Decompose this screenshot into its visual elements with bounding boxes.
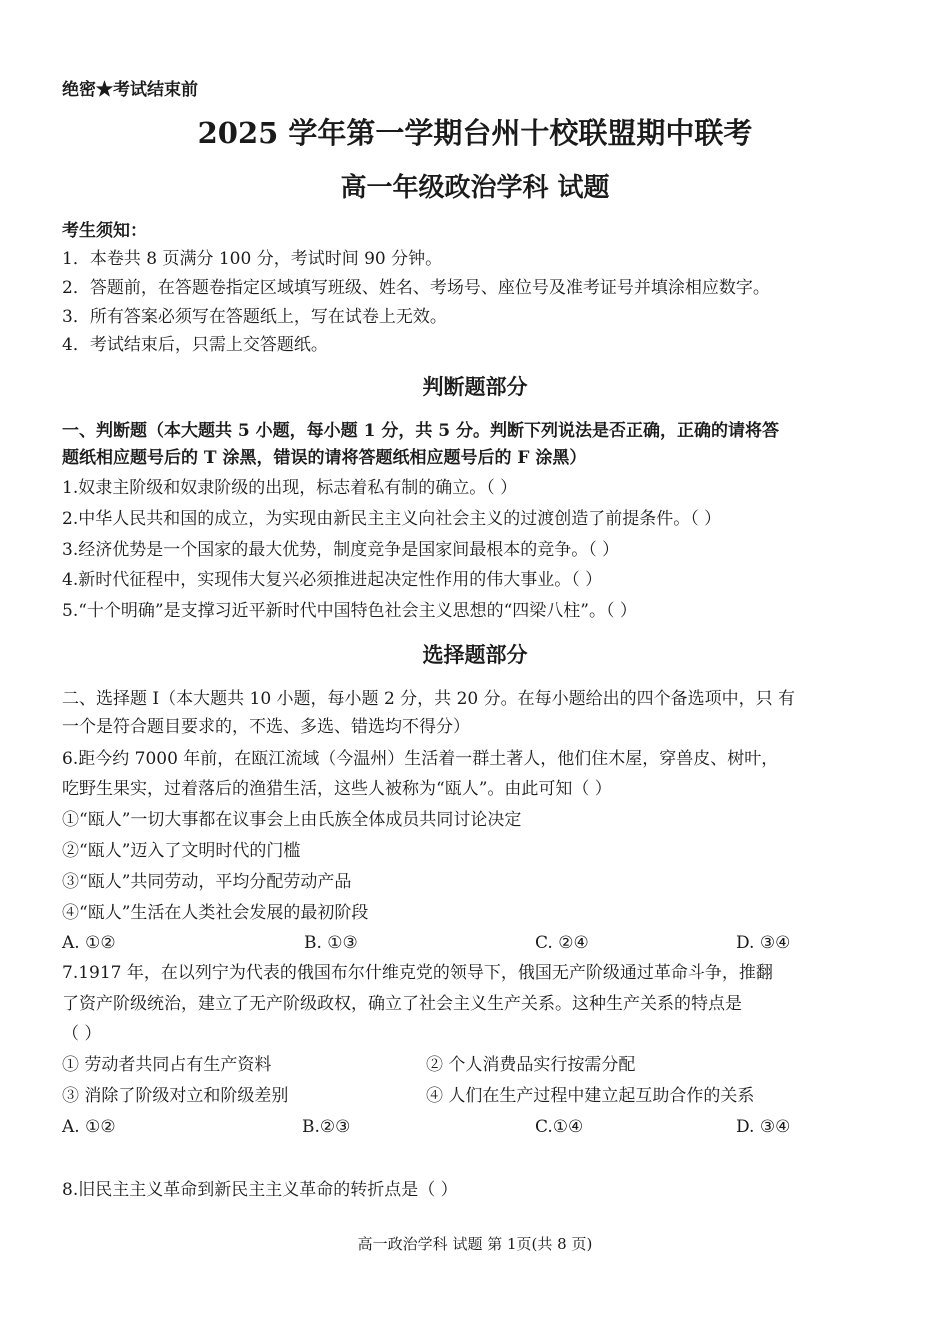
- confidential-mark: 绝密★考试结束前: [62, 80, 198, 100]
- question-7-statement: ④ 人们在生产过程中建立起互助合作的关系: [426, 1086, 755, 1106]
- choice-instruction: 二、选择题 I（本大题共 10 小题，每小题 2 分，共 20 分。在每小题给出的四个备选项中，只 有: [62, 689, 796, 709]
- question-7-statement: ① 劳动者共同占有生产资料: [62, 1055, 272, 1075]
- question-7-option-c: C.①④: [535, 1117, 584, 1137]
- judge-instruction: 一、判断题（本大题共 5 小题，每小题 1 分，共 5 分。判断下列说法是否正确，正确的请将答: [62, 421, 779, 441]
- question-7-option-d: D. ③④: [736, 1117, 791, 1137]
- question-7-stem: 了资产阶级统治，建立了无产阶级政权，确立了社会主义生产关系。这种生产关系的特点是: [62, 994, 742, 1014]
- judge-instruction: 题纸相应题号后的 T 涂黑，错误的请将答题纸相应题号后的 F 涂黑）: [62, 448, 587, 468]
- question-8-stem: 8.旧民主主义革命到新民主主义革命的转折点是（ ）: [62, 1180, 458, 1200]
- question-6-statement: ②“瓯人”迈入了文明时代的门槛: [62, 841, 301, 861]
- question-7-option-b: B.②③: [302, 1117, 351, 1137]
- question-7-option-a: A. ①②: [62, 1117, 116, 1137]
- question-6-option-a: A. ①②: [62, 933, 116, 953]
- question-6-stem: 吃野生果实，过着落后的渔猎生活，这些人被称为“瓯人”。由此可知（ ）: [62, 779, 612, 799]
- notice-item: 1．本卷共 8 页满分 100 分，考试时间 90 分钟。: [62, 249, 443, 269]
- question-6-stem: 6.距今约 7000 年前，在瓯江流域（今温州）生活着一群土著人，他们住木屋，穿兽皮、树叶，: [62, 749, 779, 769]
- choice-instruction: 一个是符合题目要求的，不选、多选、错选均不得分）: [62, 717, 470, 737]
- question-7-statement: ② 个人消费品实行按需分配: [426, 1055, 636, 1075]
- judge-section-title: 判断题部分: [422, 374, 528, 399]
- notice-heading: 考生须知：: [62, 221, 147, 241]
- question-6-option-d: D. ③④: [736, 933, 791, 953]
- question-6-statement: ④“瓯人”生活在人类社会发展的最初阶段: [62, 903, 369, 923]
- question-6-statement: ③“瓯人”共同劳动，平均分配劳动产品: [62, 872, 352, 892]
- judge-question-3: 3.经济优势是一个国家的最大优势，制度竞争是国家间最根本的竞争。（ ）: [62, 540, 620, 560]
- judge-question-5: 5.“十个明确”是支撑习近平新时代中国特色社会主义思想的“四梁八柱”。（ ）: [62, 601, 637, 621]
- question-7-stem: （ ）: [62, 1024, 102, 1044]
- choice-section-title: 选择题部分: [422, 642, 528, 667]
- exam-subtitle: 高一年级政治学科 试题: [340, 173, 610, 203]
- page-footer: 高一政治学科 试题 第 1页(共 8 页): [357, 1235, 593, 1253]
- exam-title: 2025 学年第一学期台州十校联盟期中联考: [197, 116, 753, 150]
- question-6-option-b: B. ①③: [304, 933, 358, 953]
- notice-item: 3．所有答案必须写在答题纸上，写在试卷上无效。: [62, 307, 447, 327]
- judge-question-2: 2.中华人民共和国的成立，为实现由新民主主义向社会主义的过渡创造了前提条件。（ ）: [62, 509, 722, 529]
- question-6-statement: ①“瓯人”一切大事都在议事会上由氏族全体成员共同讨论决定: [62, 810, 522, 830]
- question-7-statement: ③ 消除了阶级对立和阶级差别: [62, 1086, 289, 1106]
- judge-question-4: 4.新时代征程中，实现伟大复兴必须推进起决定性作用的伟大事业。（ ）: [62, 570, 603, 590]
- judge-question-1: 1.奴隶主阶级和奴隶阶级的出现，标志着私有制的确立。（ ）: [62, 478, 518, 498]
- notice-item: 2．答题前，在答题卷指定区域填写班级、姓名、考场号、座位号及准考证号并填涂相应数字。: [62, 278, 770, 298]
- notice-item: 4．考试结束后，只需上交答题纸。: [62, 335, 328, 355]
- question-6-option-c: C. ②④: [535, 933, 589, 953]
- question-7-stem: 7.1917 年，在以列宁为代表的俄国布尔什维克党的领导下，俄国无产阶级通过革命斗争，推翻: [62, 963, 773, 983]
